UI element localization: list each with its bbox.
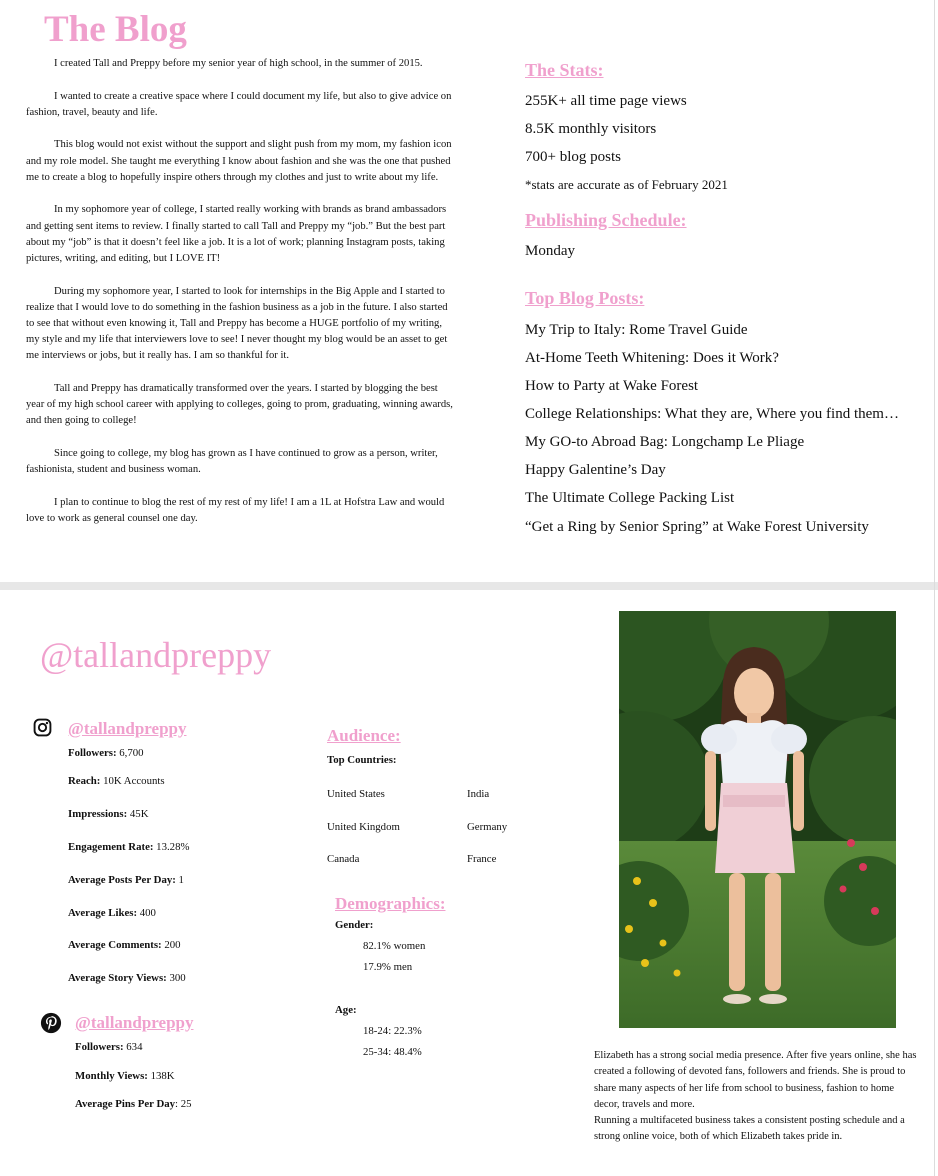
intro-paragraph: Since going to college, my blog has grown as I have continued to grow as a person, writer, fashionista, student and business woman. [26,448,438,476]
social-page [0,590,938,1176]
ig-average-comments: Average Comments: 200 [68,939,181,951]
blog-intro [26,56,454,544]
top-post-item: The Ultimate College Packing List [525,490,735,506]
stat-page-views: 255K+ all time page views [525,93,687,109]
age-label: Age: [335,1004,357,1016]
ig-average-likes: Average Likes: 400 [68,907,156,919]
top-posts-heading: Top Blog Posts: [525,288,645,308]
intro-paragraph: In my sophomore year of college, I started really working with brands as brand ambassadors and getting sent items to review. I finally started to call Tall and Preppy my “job.” But the best part about my “job” is that it doesn’t feel like a job. It is a lot of work; planning Instagram posts, taking pictures, writing, and editing, but I LOVE IT! [26,204,447,264]
stat-blog-posts: 700+ blog posts [525,149,621,165]
ig-posts-per-day: Average Posts Per Day: 1 [68,874,184,886]
pin-monthly-views: Monthly Views: 138K [75,1070,175,1082]
country-item: Canada [327,853,360,865]
country-item: Germany [467,821,508,833]
top-countries-label: Top Countries: [327,754,397,766]
pinterest-handle: @tallandpreppy [75,1013,194,1032]
country-item: India [467,788,490,800]
instagram-handle: @tallandpreppy [68,719,187,738]
top-post-item: College Relationships: What they are, Where you find them… [525,406,899,422]
top-post-item: Happy Galentine’s Day [525,462,666,478]
stat-monthly-visitors: 8.5K monthly visitors [525,121,657,137]
ig-engagement-rate: Engagement Rate: 13.28% [68,841,190,853]
intro-paragraph: I wanted to create a creative space where I could document my life, but also to give advice on fashion, travel, beauty and life. [26,90,452,118]
demographics-heading: Demographics: [335,894,446,913]
intro-paragraph: I created Tall and Preppy before my senior year of high school, in the summer of 2015. [54,58,423,69]
gender-women: 82.1% women [363,940,426,952]
intro-paragraph: Tall and Preppy has dramatically transformed over the years. I started by blogging the best year of my high school career with applying to colleges, going to prom, graduating, winning awards, and then going to college! [26,383,453,427]
page-edge-line [934,0,935,1176]
age-18-24: 18-24: 22.3% [363,1025,422,1037]
country-item: United States [327,788,385,800]
top-post-item: How to Party at Wake Forest [525,378,699,394]
ig-story-views: Average Story Views: 300 [68,972,186,984]
ig-followers: Followers: 6,700 [68,747,144,759]
ig-impressions: Impressions: 45K [68,808,149,820]
stats-note: *stats are accurate as of February 2021 [525,177,728,192]
ig-reach: Reach: 10K Accounts [68,775,165,787]
intro-paragraph: This blog would not exist without the support and slight push from my mom, my fashion icon and my role model. She taught me everything I know about fashion and she was the one that pushed me to create a blog to hopefully inspire others through my clothes and just to write about my life. [26,139,452,183]
pin-pins-per-day: Average Pins Per Day: 25 [75,1098,192,1110]
profile-photo [619,611,896,1028]
caption-text: Elizabeth has a strong social media presence. After five years online, she has created a following of devoted fans, followers and friends. She is proud to share many aspects of her life from school to business, fashion to home decor, travels and more. Running a multifaceted business takes a consistent posting schedule and a strong online voice, both of which Elizabeth takes pride in. [594,1050,917,1143]
top-post-item: At-Home Teeth Whitening: Does it Work? [525,350,779,366]
intro-paragraph: During my sophomore year, I started to look for internships in the Big Apple and I started to realize that I would love to do something in the fashion business as a job in the future. I also started to see that without even knowing it, Tall and Preppy has become a HUGE portfolio of my writing, my style and my life that interviewers love to see! I never thought my blog would be an asset to get me interviews or jobs, but it really has. I am so thankful for it. [26,285,448,362]
gender-label: Gender: [335,919,374,931]
top-post-item: My GO-to Abroad Bag: Longchamp Le Pliage [525,434,805,450]
intro-paragraph: I plan to continue to blog the rest of my rest of my life! I am a 1L at Hofstra Law and would love to work as general counsel one day. [26,496,445,524]
publishing-value: Monday [525,243,575,259]
pinterest-icon [40,1012,62,1034]
publishing-heading: Publishing Schedule: [525,210,687,230]
profile-caption [594,1048,919,1146]
country-item: France [467,853,497,865]
instagram-icon [33,718,52,737]
country-item: United Kingdom [327,821,400,833]
age-25-34: 25-34: 48.4% [363,1046,422,1058]
page-separator [0,582,938,590]
gender-men: 17.9% men [363,961,413,973]
social-title: @tallandpreppy [40,635,272,675]
top-post-item: “Get a Ring by Senior Spring” at Wake Forest University [525,519,869,535]
blog-title: The Blog [44,9,187,50]
pin-followers: Followers: 634 [75,1041,143,1053]
stats-heading: The Stats: [525,60,604,80]
blog-page [0,0,938,582]
top-post-item: My Trip to Italy: Rome Travel Guide [525,322,748,338]
audience-heading: Audience: [327,726,401,745]
